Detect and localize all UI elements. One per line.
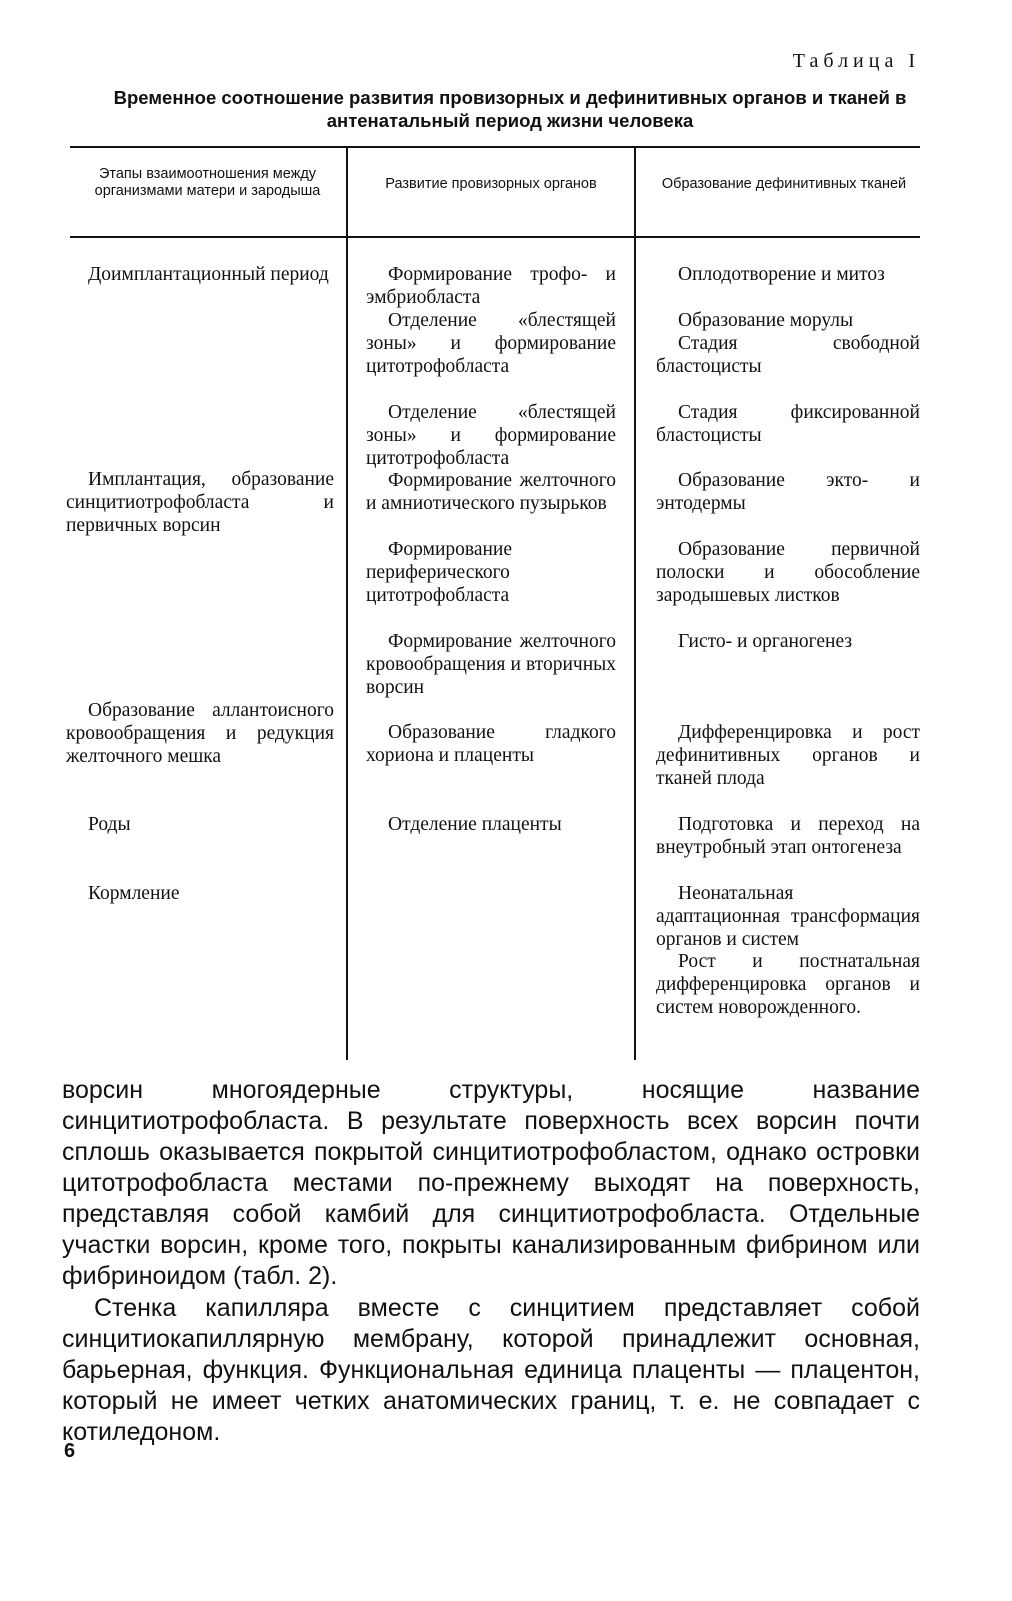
table-top-rule bbox=[70, 146, 920, 148]
table-title: Временное соотношение развития провизорных и дефинитивных органов и тканей в антенатальный период жизни человека bbox=[113, 87, 907, 131]
definitive-cell: Подготовка и переход на внеутробный этап онтогенеза bbox=[656, 814, 920, 858]
definitive-cell: Рост и постнатальная дифференцировка органов и систем новорожденного. bbox=[656, 951, 920, 1018]
provisional-cell: Формирование периферического цитотрофобласта bbox=[366, 539, 513, 606]
provisional-cell: Формирование трофо- и эмбриобласта bbox=[366, 264, 616, 308]
stage-cell: Доимплантационный период bbox=[88, 264, 329, 285]
stage-cell: Имплантация, образование синцитиотрофобласта и первичных ворсин bbox=[66, 469, 334, 536]
definitive-cell: Образование морулы bbox=[678, 310, 854, 331]
body-paragraph-1: ворсин многоядерные структуры, носящие название синцитиотрофобласта. В результате поверхность всех ворсин почти сплошь оказывается покрытой синцитиотрофобластом, однако островки цитотрофобласта местами по-прежнему выходят на поверхность, представляя собой камбий для синцитиотрофобласта. Отдельные участки ворсин, кроме того, покрыты канализированным фибрином или фибриноидом (табл. 2). bbox=[62, 1076, 920, 1290]
definitive-cell: Стадия фиксированной бластоцисты bbox=[656, 402, 920, 446]
definitive-cell: Образование первичной полоски и обособление зародышевых листков bbox=[656, 539, 920, 606]
body-paragraph-2: Стенка капилляра вместе с синцитием представляет собой синцитиокапиллярную мембрану, которой принадлежит основная, барьерная, функция. Функциональная единица плаценты — плацентон, который не имеет четких анатомических границ, т. е. не совпадает с котиледоном. bbox=[62, 1294, 920, 1446]
page-number: 6 bbox=[64, 1440, 76, 1462]
definitive-cell: Оплодотворение и митоз bbox=[678, 264, 885, 285]
definitive-cell: Дифференцировка и рост дефинитивных органов и тканей плода bbox=[656, 722, 920, 789]
column-divider-1 bbox=[346, 148, 348, 1060]
header-provisional-organs: Развитие провизорных органов bbox=[385, 176, 597, 192]
provisional-cell: Отделение «блестящей зоны» и формирование цитотрофобласта bbox=[366, 402, 616, 469]
header-definitive-tissues: Образование дефинитивных тканей bbox=[661, 176, 907, 192]
stage-cell: Образование аллантоисного кровообращения и редукция желточного мешка bbox=[66, 700, 334, 767]
table-header-rule bbox=[70, 236, 920, 238]
definitive-cell: Стадия свободной бластоцисты bbox=[656, 333, 920, 377]
definitive-cell: Гисто- и органогенез bbox=[678, 631, 853, 652]
provisional-cell: Образование гладкого хориона и плаценты bbox=[366, 722, 616, 766]
provisional-cell: Формирование желточного кровообращения и вторичных ворсин bbox=[366, 631, 616, 698]
provisional-cell: Отделение плаценты bbox=[388, 814, 562, 835]
definitive-cell: Образование экто- и энтодермы bbox=[656, 470, 920, 514]
table-label: Таблица I bbox=[792, 50, 920, 72]
provisional-cell: Формирование желточного и амниотического пузырьков bbox=[366, 470, 616, 514]
stage-cell: Кормление bbox=[88, 883, 180, 904]
definitive-cell: Неонатальная адаптационная трансформация органов и систем bbox=[656, 883, 920, 950]
provisional-cell: Отделение «блестящей зоны» и формирование цитотрофобласта bbox=[366, 310, 616, 377]
column-divider-2 bbox=[634, 148, 636, 1060]
stage-cell: Роды bbox=[88, 814, 131, 835]
header-stages: Этапы взаимоотношения между организмами матери и зародыша bbox=[94, 166, 321, 199]
